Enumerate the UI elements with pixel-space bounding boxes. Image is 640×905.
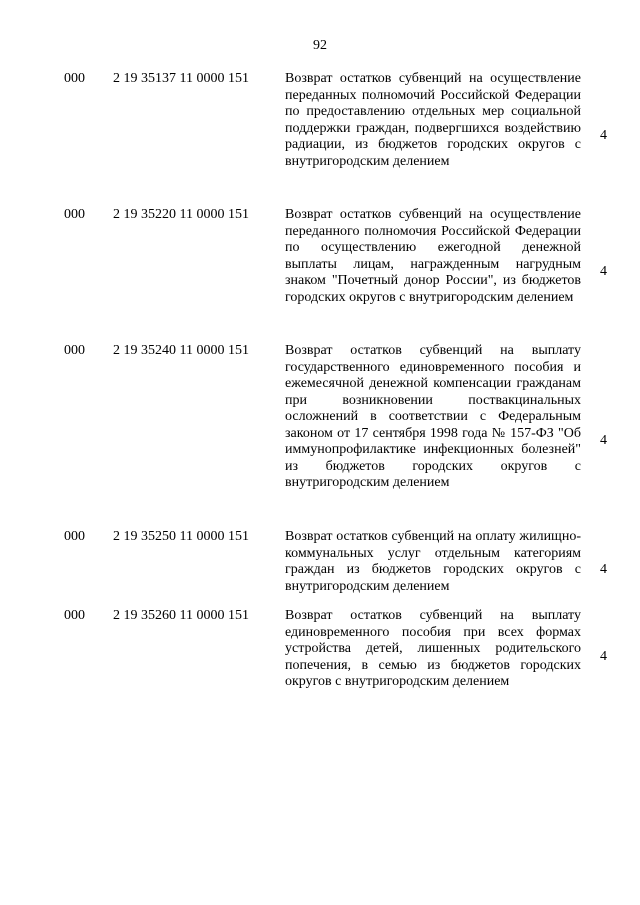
page-number: 92 (313, 38, 327, 53)
income-code: 2 19 35240 11 0000 151 (113, 343, 249, 358)
income-code: 2 19 35260 11 0000 151 (113, 608, 249, 623)
income-code: 2 19 35137 11 0000 151 (113, 71, 249, 86)
income-name: Возврат остатков субвенций на выплату единовременного пособия при всех формах устройства детей, лишенных родительского попечения, в семью из бюджетов городских округов с внутригородским делением (285, 608, 581, 689)
table-row (0, 207, 640, 343)
norm-value: 4 (600, 433, 607, 448)
income-name: Возврат остатков субвенций на оплату жилищно-коммунальных услуг отдельным категориям граждан из бюджетов городских округов с внутригородским делением (285, 529, 581, 594)
table-row (0, 608, 640, 698)
admin-code: 000 (64, 207, 85, 222)
norm-value: 4 (600, 264, 607, 279)
admin-code: 000 (64, 608, 85, 623)
table-row (0, 529, 640, 608)
norm-value: 4 (600, 649, 607, 664)
income-code: 2 19 35250 11 0000 151 (113, 529, 249, 544)
norm-value: 4 (600, 562, 607, 577)
income-name: Возврат остатков субвенций на осуществление переданного полномочия Российской Федерации по осуществлению ежегодной денежной выплаты лицам, награжденным нагрудным знаком "Почетный донор России", из бюджетов городских округов с внутригородским делением (285, 207, 581, 305)
norm-value: 4 (600, 128, 607, 143)
admin-code: 000 (64, 529, 85, 544)
income-code: 2 19 35220 11 0000 151 (113, 207, 249, 222)
table-row (0, 71, 640, 207)
income-name: Возврат остатков субвенций на осуществление переданных полномочий Российской Федерации по предоставлению отдельных мер социальной поддержки граждан, подвергшихся воздействию радиации, из бюджетов городских округов с внутригородским делением (285, 71, 581, 169)
table-row (0, 343, 640, 529)
admin-code: 000 (64, 71, 85, 86)
admin-code: 000 (64, 343, 85, 358)
income-name: Возврат остатков субвенций на выплату государственного единовременного пособия и ежемесячной денежной компенсации гражданам при возникновении поствакцинальных осложнений в соответствии с Федеральным законом от 17 сентября 1998 года № 157-ФЗ "Об иммунопрофилактике инфекционных болезней" из бюджетов городских округов с внутригородским делением (285, 343, 581, 490)
income-codes-table (0, 71, 640, 698)
